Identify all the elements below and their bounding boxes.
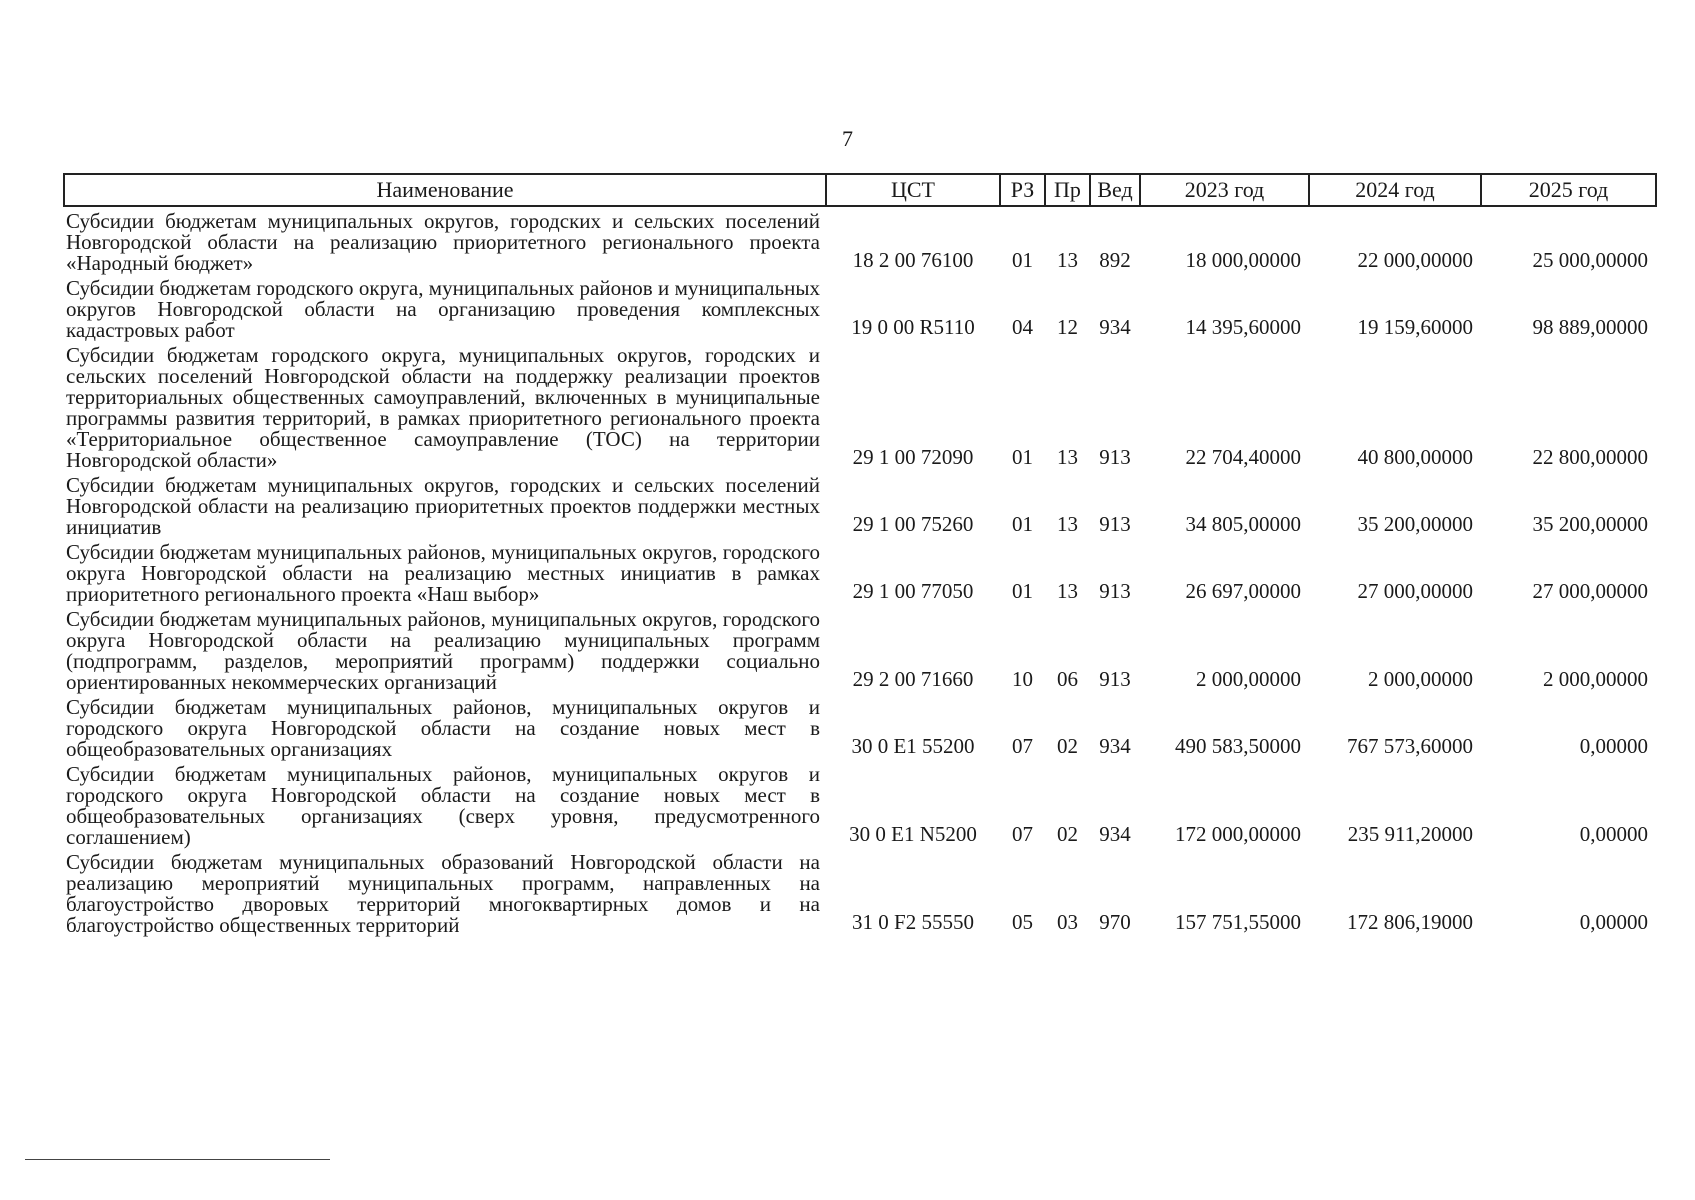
cell-2025: 27 000,00000 bbox=[1532, 579, 1648, 603]
cell-2023: 22 704,40000 bbox=[1185, 445, 1301, 469]
cell-name: Субсидии бюджетам муниципальных районов, муниципальных округов и городского округа Новгородской области на создание новых мест в общеобразовательных организациях bbox=[66, 695, 820, 761]
cell-2024: 40 800,00000 bbox=[1357, 445, 1473, 469]
cell-2024: 2 000,00000 bbox=[1368, 667, 1473, 691]
header-2025: 2025 год bbox=[1481, 174, 1656, 206]
cell-pr: 13 bbox=[1057, 579, 1078, 603]
cell-2024: 22 000,00000 bbox=[1357, 248, 1473, 272]
cell-pr: 13 bbox=[1057, 445, 1078, 469]
header-name: Наименование bbox=[64, 174, 826, 206]
cell-2023: 2 000,00000 bbox=[1196, 667, 1301, 691]
cell-ved: 913 bbox=[1099, 512, 1131, 536]
cell-rz: 10 bbox=[1012, 667, 1033, 691]
cell-2025: 98 889,00000 bbox=[1532, 315, 1648, 339]
cell-2024: 172 806,19000 bbox=[1347, 910, 1473, 934]
cell-pr: 13 bbox=[1057, 512, 1078, 536]
cell-2025: 0,00000 bbox=[1579, 910, 1648, 934]
header-ved: Вед bbox=[1090, 174, 1140, 206]
cell-rz: 01 bbox=[1012, 579, 1033, 603]
table-row bbox=[64, 760, 1656, 848]
cell-pr: 06 bbox=[1057, 667, 1078, 691]
cell-2025: 0,00000 bbox=[1579, 822, 1648, 846]
header-cst: ЦСТ bbox=[826, 174, 1000, 206]
cell-2025: 35 200,00000 bbox=[1532, 512, 1648, 536]
cell-cst: 29 2 00 71660 bbox=[852, 667, 974, 691]
cell-2023: 26 697,00000 bbox=[1185, 579, 1301, 603]
cell-2024: 767 573,60000 bbox=[1347, 734, 1473, 758]
table-row bbox=[64, 274, 1656, 341]
cell-pr: 02 bbox=[1057, 734, 1078, 758]
cell-ved: 934 bbox=[1099, 315, 1131, 339]
table-row bbox=[64, 848, 1656, 936]
cell-rz: 04 bbox=[1012, 315, 1033, 339]
cell-2025: 25 000,00000 bbox=[1532, 248, 1648, 272]
cell-ved: 970 bbox=[1099, 910, 1131, 934]
cell-2023: 34 805,00000 bbox=[1185, 512, 1301, 536]
cell-name: Субсидии бюджетам муниципальных районов, муниципальных округов, городского округа Новгородской области на реализацию местных инициатив в рамках приоритетного регионального проекта «Наш выбор» bbox=[66, 540, 820, 606]
budget-table bbox=[63, 173, 1657, 936]
cell-ved: 934 bbox=[1099, 734, 1131, 758]
cell-2024: 19 159,60000 bbox=[1357, 315, 1473, 339]
cell-ved: 913 bbox=[1099, 579, 1131, 603]
cell-cst: 19 0 00 R5110 bbox=[851, 315, 975, 339]
cell-ved: 913 bbox=[1099, 667, 1131, 691]
cell-rz: 05 bbox=[1012, 910, 1033, 934]
table-body bbox=[64, 206, 1656, 936]
cell-pr: 13 bbox=[1057, 248, 1078, 272]
header-2023: 2023 год bbox=[1140, 174, 1309, 206]
cell-name: Субсидии бюджетам муниципальных районов, муниципальных округов, городского округа Новгородской области на реализацию муниципальных программ (подпрограмм, разделов, мероприятий программ) поддержки социально ориентированных некоммерческих организаций bbox=[66, 607, 820, 694]
table-row bbox=[64, 693, 1656, 760]
cell-pr: 03 bbox=[1057, 910, 1078, 934]
cell-2024: 27 000,00000 bbox=[1357, 579, 1473, 603]
cell-cst: 29 1 00 75260 bbox=[852, 512, 974, 536]
cell-rz: 01 bbox=[1012, 512, 1033, 536]
page-number: 7 bbox=[842, 126, 853, 151]
cell-2024: 35 200,00000 bbox=[1357, 512, 1473, 536]
cell-2023: 490 583,50000 bbox=[1175, 734, 1301, 758]
cell-cst: 29 1 00 77050 bbox=[852, 579, 974, 603]
cell-2023: 18 000,00000 bbox=[1185, 248, 1301, 272]
table-row bbox=[64, 341, 1656, 471]
cell-cst: 30 0 E1 N5200 bbox=[849, 822, 977, 846]
cell-2024: 235 911,20000 bbox=[1347, 822, 1473, 846]
cell-rz: 07 bbox=[1012, 822, 1033, 846]
cell-ved: 913 bbox=[1099, 445, 1131, 469]
footnote-divider bbox=[25, 1159, 330, 1160]
cell-name: Субсидии бюджетам городского округа, муниципальных районов и муниципальных округов Новгородской области на организацию проведения комплексных кадастровых работ bbox=[66, 276, 820, 342]
table-header-row bbox=[64, 174, 1656, 206]
cell-ved: 934 bbox=[1099, 822, 1131, 846]
table-row bbox=[64, 538, 1656, 605]
cell-cst: 18 2 00 76100 bbox=[852, 248, 974, 272]
cell-name: Субсидии бюджетам муниципальных образований Новгородской области на реализацию мероприятий муниципальных программ, направленных на благоустройство дворовых территорий многоквартирных домов и на благоустройство общественных территорий bbox=[66, 850, 820, 937]
header-rz: РЗ bbox=[1000, 174, 1045, 206]
cell-cst: 30 0 E1 55200 bbox=[851, 734, 975, 758]
header-pr: Пр bbox=[1045, 174, 1090, 206]
cell-2023: 157 751,55000 bbox=[1175, 910, 1301, 934]
cell-2023: 172 000,00000 bbox=[1175, 822, 1301, 846]
cell-rz: 01 bbox=[1012, 445, 1033, 469]
cell-cst: 29 1 00 72090 bbox=[852, 445, 974, 469]
cell-rz: 01 bbox=[1012, 248, 1033, 272]
cell-pr: 02 bbox=[1057, 822, 1078, 846]
table-row bbox=[64, 605, 1656, 693]
cell-2025: 22 800,00000 bbox=[1532, 445, 1648, 469]
cell-ved: 892 bbox=[1099, 248, 1131, 272]
cell-name: Субсидии бюджетам муниципальных округов, городских и сельских поселений Новгородской области на реализацию приоритетных проектов поддержки местных инициатив bbox=[66, 473, 820, 539]
cell-name: Субсидии бюджетам муниципальных округов, городских и сельских поселений Новгородской области на реализацию приоритетного регионального проекта «Народный бюджет» bbox=[66, 209, 820, 275]
cell-cst: 31 0 F2 55550 bbox=[852, 910, 974, 934]
table-row bbox=[64, 206, 1656, 274]
cell-2025: 0,00000 bbox=[1579, 734, 1648, 758]
cell-2023: 14 395,60000 bbox=[1185, 315, 1301, 339]
cell-name: Субсидии бюджетам городского округа, муниципальных округов, городских и сельских поселений Новгородской области на поддержку реализации проектов территориальных общественных самоуправлений, включенных в муниципальные программы развития территорий, в рамках приоритетного регионального проекта «Территориальное общественное самоуправление (ТОС) на территории Новгородской области» bbox=[66, 343, 820, 472]
cell-name: Субсидии бюджетам муниципальных районов, муниципальных округов и городского округа Новгородской области на создание новых мест в общеобразовательных организациях (сверх уровня, предусмотренного соглашением) bbox=[66, 762, 820, 849]
header-2024: 2024 год bbox=[1309, 174, 1481, 206]
cell-rz: 07 bbox=[1012, 734, 1033, 758]
cell-pr: 12 bbox=[1057, 315, 1078, 339]
cell-2025: 2 000,00000 bbox=[1543, 667, 1648, 691]
table-row bbox=[64, 471, 1656, 538]
